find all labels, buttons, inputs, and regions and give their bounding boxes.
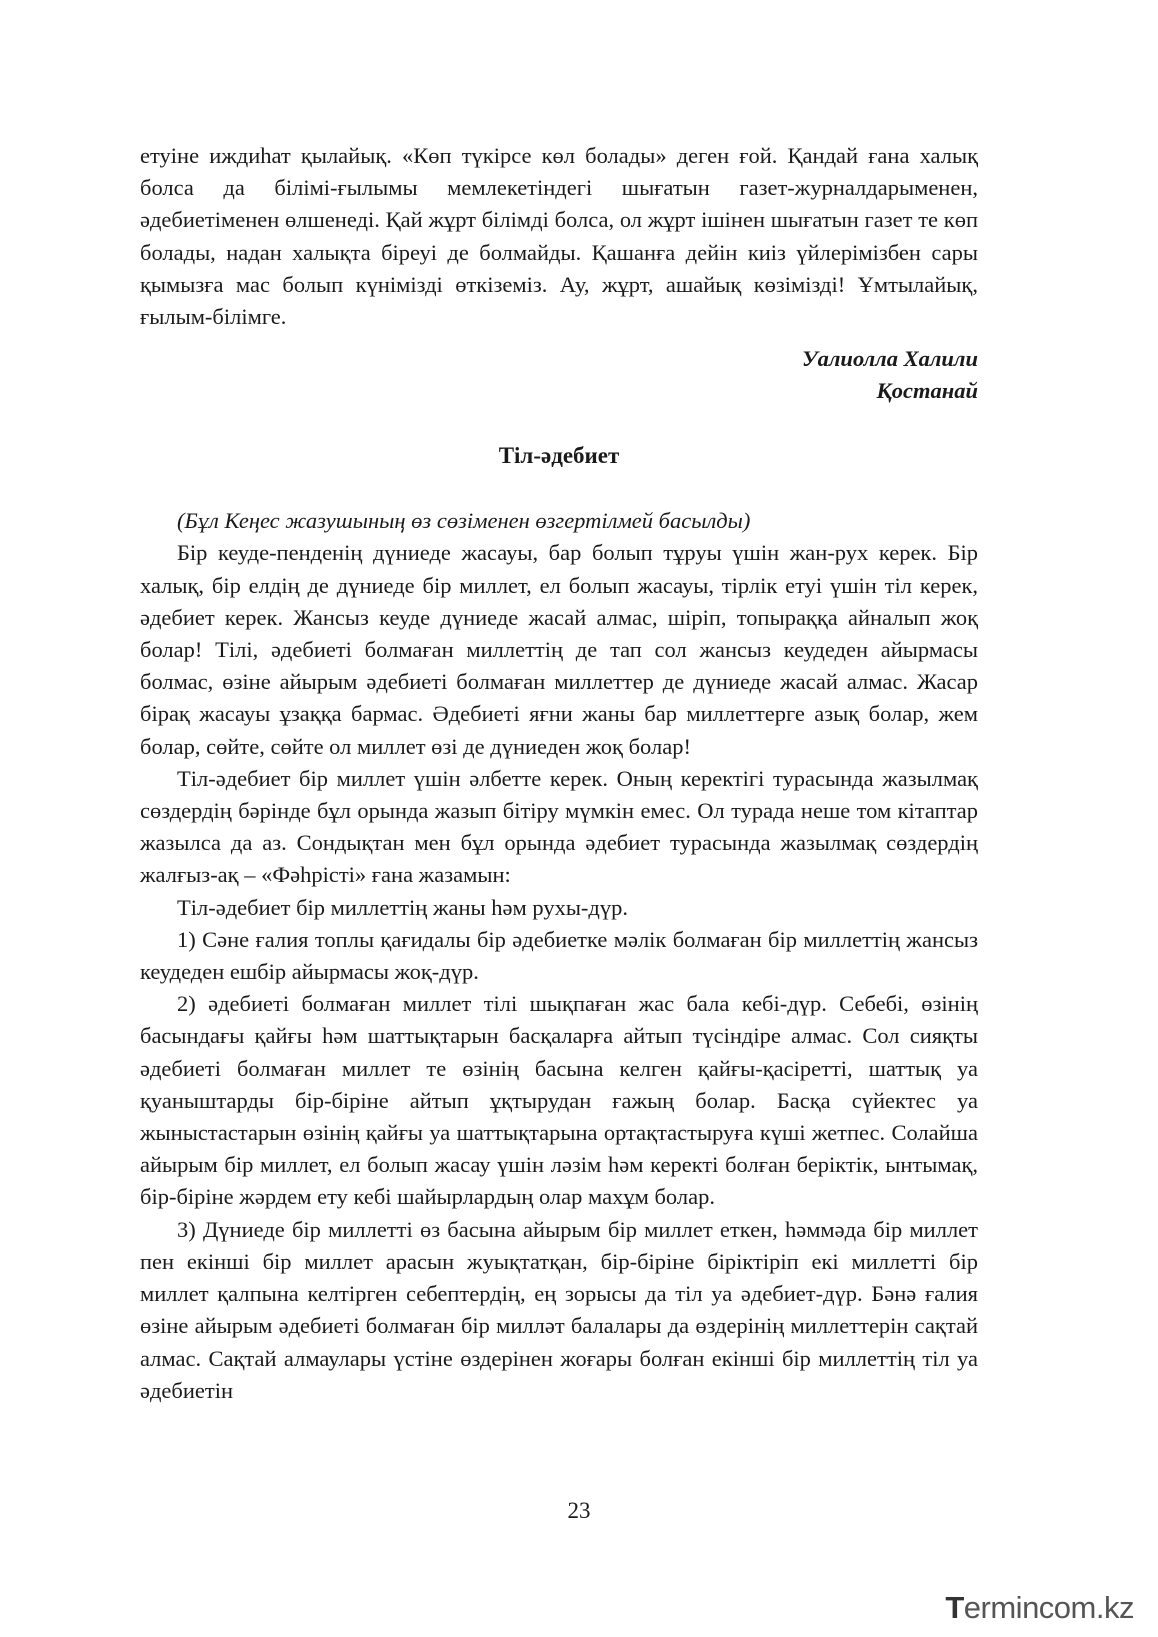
- signature-author: Уалиолла Халили: [801, 346, 978, 372]
- page-body: [140, 140, 978, 1407]
- watermark-lead-letter: T: [945, 1590, 964, 1625]
- signature-block: [140, 343, 978, 407]
- article-paragraph: 1) Сәне ғалия топлы қағидалы бір әдебиетке мәлік болмаған бір миллеттің жансыз кеудеден ешбір айырмасы жоқ-дүр.: [140, 926, 978, 985]
- article-paragraph: Тіл-әдебиет бір миллеттің жаны һәм рухы-дүр.: [177, 894, 628, 920]
- watermark-text: ermincom.kz: [963, 1590, 1134, 1625]
- article-title: Тіл-әдебиет: [498, 443, 620, 469]
- paragraph-intro: етуіне иждиһат қылайық. «Көп түкірсе көл болады» деген ғой. Қандай ғана халық болса да білімі-ғылымы мемлекетіндегі шығатын газет-журналдарыменен, әдебиетіменен өлшенеді. Қай жұрт білімді болса, ол жұрт ішінен шығатын газет те көп болады, надан халықта біреуі де болмайды. Қашанға дейін киіз үйлерімізбен сары қымызға мас болып күнімізді өткіземіз. Ау, жұрт, ашайық көзімізді! Ұмтылайық, ғылым-білімге.: [140, 143, 978, 330]
- article-paragraph: 3) Дүниеде бір миллетті өз басына айырым бір миллет еткен, һәммәда бір миллет пен екінші бір миллет арасын жуықтатқан, бір-біріне біріктіріп екі миллетті бір миллет қалпына келтірген себептердің, ең зорысы да тіл уа әдебиет-дүр. Бәнә ғалия өзіне айырым әдебиеті болмаған бір милләт балалары да өздерінің миллеттерін сақтай алмас. Сақтай алмаулары үстіне өздерінен жоғары болған екінші бір миллеттің тіл уа әдебиетін: [140, 1216, 978, 1403]
- page-number: 23: [567, 1498, 591, 1523]
- article-paragraph: 2) әдебиеті болмаған миллет тілі шықпаған жас бала кебі-дүр. Себебі, өзінің басындағы қайғы һәм шаттықтарын басқаларға айтып түсіндіре алмас. Сол сияқты әдебиеті болмаған миллет те өзінің басына келген қайғы-қасіретті, шаттық уа қуаныштарды бір-біріне айтып ұқтырудан ғажың болар. Басқа сүйектес уа жыныстастарын өзінің қайғы уа шаттықтарына ортақтастыруға күші жетпес. Солайша айырым бір миллет, ел болып жасау үшін ләзім һәм керекті болған беріктік, ынтымақ, бір-біріне жәрдем ету кебі шайырлардың олар махұм болар.: [140, 991, 978, 1210]
- article-note: (Бұл Кеңес жазушының өз сөзіменен өзгертілмей басылды): [177, 508, 751, 534]
- signature-place: Қостанай: [876, 378, 978, 404]
- watermark-logo: [945, 1590, 1134, 1626]
- article-paragraph: Тіл-әдебиет бір миллет үшін әлбетте керек. Оның керектігі турасында жазылмақ сөздердің бәрінде бұл орында жазып бітіру мүмкін емес. Ол турада неше том кітаптар жазылса да аз. Сондықтан мен бұл орында әдебиет турасында жазылмақ сөздердің жалғыз-ақ – «Фәһрісті» ғана жазамын:: [140, 765, 978, 888]
- article-paragraph: Бір кеуде-пенденің дүниеде жасауы, бар болып тұруы үшін жан-рух керек. Бір халық, бір елдің де дүниеде бір миллет, ел болып жасауы, тірлік етуі үшін тіл керек, әдебиет керек. Жансыз кеуде дүниеде жасай алмас, шіріп, топыраққа айналып жоқ болар! Тілі, әдебиеті болмаған миллеттің де тап сол жансыз кеудеден айырмасы болмас, өзіне айырым әдебиеті болмаған миллеттер де дүниеде жасай алмас. Жасар бірақ жасауы ұзаққа бармас. Әдебиеті яғни жаны бар миллеттерге азық болар, жем болар, сөйте, сөйте ол миллет өзі де дүниеден жоқ болар!: [140, 540, 978, 759]
